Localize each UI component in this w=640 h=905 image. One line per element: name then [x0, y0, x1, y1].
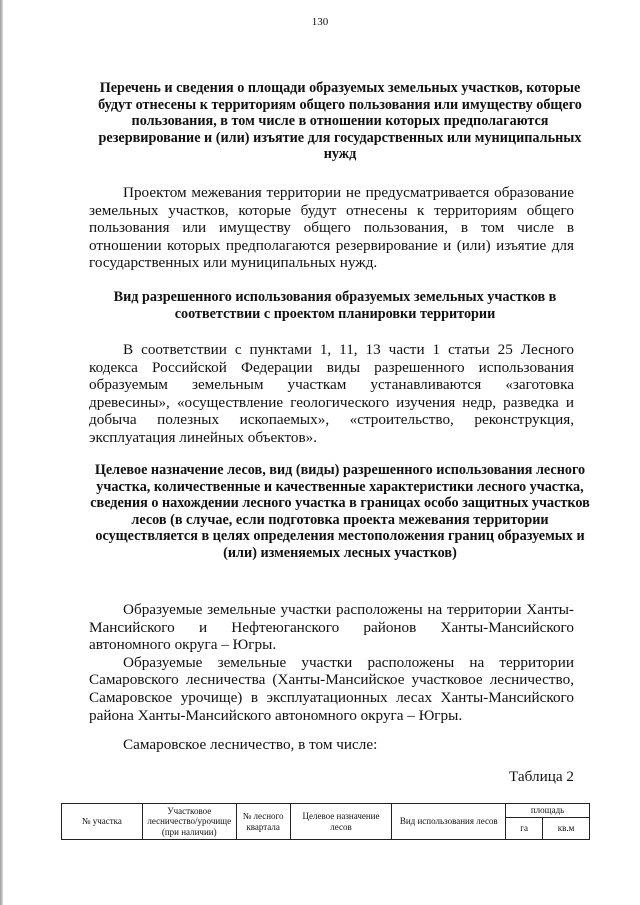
header-forestry: Участковое лесничество/урочище (при наличии): [142, 804, 236, 840]
scan-edge: [0, 0, 3, 905]
header-quarter: № лесного квартала: [236, 804, 290, 840]
table-caption: Таблица 2: [509, 768, 574, 785]
paragraph-location-districts: Образуемые земельные участки расположены на территории Ханты-Мансийского и Нефтеюганского районов Ханты-Мансийского автономного округа – Югры.: [89, 601, 574, 654]
header-area-ha: га: [506, 818, 543, 840]
header-usage: Вид использования лесов: [392, 804, 506, 840]
section-heading-public-use-plots: Перечень и сведения о площади образуемых земельных участков, которые будут отнесены к территориям общего пользования или имуществу общего пользования, в том числе в отношении которых предполагаются резервирование и (или) изъятие для государственных или муниципальных нужд: [98, 80, 582, 163]
section-heading-permitted-use: Вид разрешенного использования образуемых земельных участков в соответствии с проектом планировки территории: [113, 289, 557, 322]
paragraph-text: В соответствии с пунктами 1, 11, 13 части 1 статьи 25 Лесного кодекса Российской Федерации виды разрешенного использования образуемым земельным участкам устанавливаются «заготовка древесины», «осуществление геологического изучения недр, разведка и добыча полезных ископаемых», «строительство, реконструкция, эксплуатация линейных объектов».: [89, 341, 574, 446]
header-area-sqm: кв.м: [543, 818, 590, 840]
paragraph-location: [89, 601, 574, 724]
paragraph-text: Проектом межевания территории не предусматривается образование земельных участков, которые будут отнесены к территориям общего пользования или имуществу общего пользования, в том числе в отношении которых предполагаются резервирование и (или) изъятие для государственных или муниципальных нужд.: [89, 184, 574, 272]
page-number: 130: [311, 16, 329, 28]
paragraph-location-forestry: Образуемые земельные участки расположены на территории Самаровского лесничества (Ханты-Мансийское участковое лесничество, Самаровское урочище) в эксплуатационных лесах Ханты-Мансийского района Ханты-Мансийского автономного округа – Югры.: [89, 653, 574, 724]
forest-plots-table: [61, 803, 590, 840]
paragraph-public-use-plots: [89, 184, 574, 272]
header-area: площадь: [506, 804, 590, 818]
section-heading-forest-purpose: Целевое назначение лесов, вид (виды) разрешенного использования лесного участка, количественные и качественные характеристики лесного участка, сведения о нахождении лесного участка в границах особо защитных участков лесов (в случае, если подготовка проекта межевания территории осуществляется в целях определения местоположения границ образуемых и (или) изменяемых лесных участков): [90, 462, 590, 561]
paragraph-permitted-use: [89, 341, 574, 447]
header-purpose: Целевое назначение лесов: [290, 804, 392, 840]
header-plot-number: № участка: [62, 804, 143, 840]
paragraph-text: Самаровское лесничество, в том числе:: [123, 736, 378, 753]
paragraph-samarovskoye: [89, 736, 574, 754]
